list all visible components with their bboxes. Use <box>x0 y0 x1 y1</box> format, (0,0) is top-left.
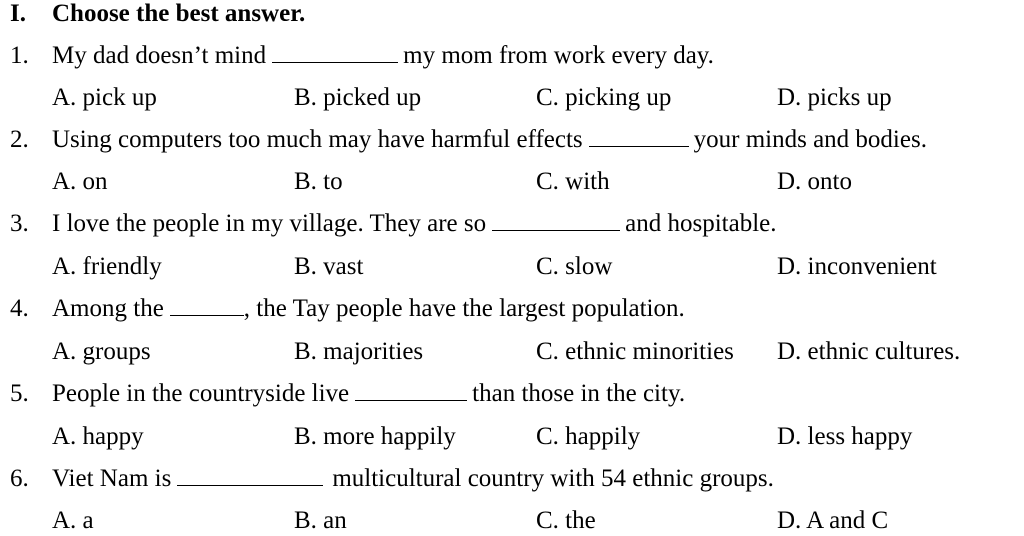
question-number: 6. <box>10 465 29 492</box>
section-number: I. <box>10 0 26 27</box>
option-c: C. ethnic minorities <box>536 338 734 365</box>
question-1 <box>10 41 714 71</box>
question-text-before: Viet Nam is <box>52 465 172 492</box>
answer-blank <box>355 380 467 401</box>
answer-blank <box>492 210 620 231</box>
question-number: 2. <box>10 126 29 153</box>
option-d: D. inconvenient <box>777 253 937 280</box>
option-a: A. on <box>52 168 108 195</box>
question-2 <box>10 125 927 155</box>
option-c: C. happily <box>536 423 641 450</box>
question-number: 5. <box>10 380 29 407</box>
option-d: D. less happy <box>777 423 913 450</box>
option-d: D. onto <box>777 168 852 195</box>
question-4 <box>10 294 685 324</box>
question-text-after: than those in the city. <box>472 380 686 407</box>
question-text-after: my mom from work every day. <box>403 42 714 69</box>
option-c: C. with <box>536 168 610 195</box>
option-b: B. more happily <box>294 423 456 450</box>
option-a: A. happy <box>52 423 144 450</box>
answer-blank <box>589 126 689 147</box>
option-d: D. A and C <box>777 507 889 534</box>
option-c: C. the <box>536 507 596 534</box>
question-text-after: your minds and bodies. <box>693 126 927 153</box>
option-a: A. friendly <box>52 253 162 280</box>
question-text-before: People in the countryside live <box>52 380 350 407</box>
answer-blank <box>170 295 244 316</box>
question-text-before: Among the <box>52 295 164 322</box>
option-d: D. picks up <box>777 84 892 111</box>
section-instruction: Choose the best answer. <box>52 0 306 27</box>
question-text-after: and hospitable. <box>625 210 777 237</box>
question-6 <box>10 464 774 494</box>
question-5 <box>10 379 685 409</box>
answer-blank <box>272 42 398 63</box>
question-text-before: I love the people in my village. They are so <box>52 210 487 237</box>
option-a: A. a <box>52 507 94 534</box>
question-text-after: , the Tay people have the largest population. <box>243 295 685 322</box>
option-b: B. picked up <box>294 84 422 111</box>
question-text-before: My dad doesn’t mind <box>52 42 267 69</box>
option-b: B. an <box>294 507 347 534</box>
question-text-after: multicultural country with 54 ethnic groups. <box>332 465 774 492</box>
option-b: B. vast <box>294 253 364 280</box>
answer-blank <box>177 465 323 486</box>
option-a: A. pick up <box>52 84 157 111</box>
question-number: 4. <box>10 295 29 322</box>
option-c: C. picking up <box>536 84 672 111</box>
option-b: B. to <box>294 168 343 195</box>
question-number: 3. <box>10 210 29 237</box>
question-number: 1. <box>10 42 29 69</box>
question-text-before: Using computers too much may have harmful effects <box>52 126 583 153</box>
option-b: B. majorities <box>294 338 424 365</box>
section-heading <box>10 0 305 28</box>
option-d: D. ethnic cultures. <box>777 338 961 365</box>
option-c: C. slow <box>536 253 613 280</box>
question-3 <box>10 209 777 239</box>
option-a: A. groups <box>52 338 151 365</box>
